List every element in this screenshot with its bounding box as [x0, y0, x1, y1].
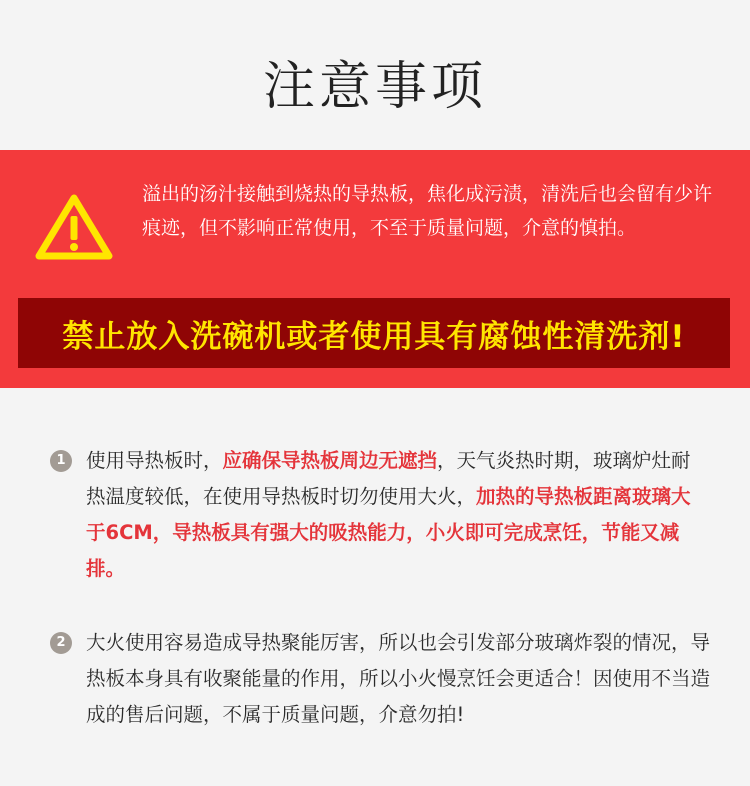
- notice-item-text: [86, 625, 710, 733]
- notice-item-text: [86, 443, 710, 587]
- text-segment: 使用导热板时，: [86, 449, 223, 472]
- dishwasher-ban-banner: 禁止放入洗碗机或者使用具有腐蚀性清洗剂!: [18, 298, 730, 368]
- page-title: 注意事项: [262, 57, 487, 117]
- text-segment: 大火使用容易造成导热聚能厉害，所以也会引发部分玻璃炸裂的情况，导热板本身具有收聚能量的作用，所以小火慢烹饪会更适合！因使用不当造成的售后问题，不属于质量问题，介意勿拍!: [86, 631, 711, 726]
- item-number-badge: 2: [50, 632, 72, 654]
- notice-item: [50, 625, 710, 733]
- highlight-segment: 应确保导热板周边无遮挡: [222, 449, 438, 472]
- text-segment: ，天气炎热时期，玻璃炉灶耐热温度较低，在使用导热板时切勿使用大火，: [86, 449, 691, 508]
- warning-text: 溢出的汤汁接触到烧热的导热板，焦化成污渍，清洗后也会留有少许痕迹，但不影响正常使用，不至于质量问题，介意的慎拍。: [142, 183, 713, 239]
- warning-band: [0, 150, 750, 388]
- notice-item: [50, 443, 710, 587]
- highlight-segment: 加热的导热板距离玻璃大于6CM，导热板具有强大的吸热能力，小火即可完成烹饪，节能又减排。: [86, 485, 691, 580]
- warning-triangle-icon: [34, 192, 114, 262]
- item-number-badge: 1: [50, 450, 72, 472]
